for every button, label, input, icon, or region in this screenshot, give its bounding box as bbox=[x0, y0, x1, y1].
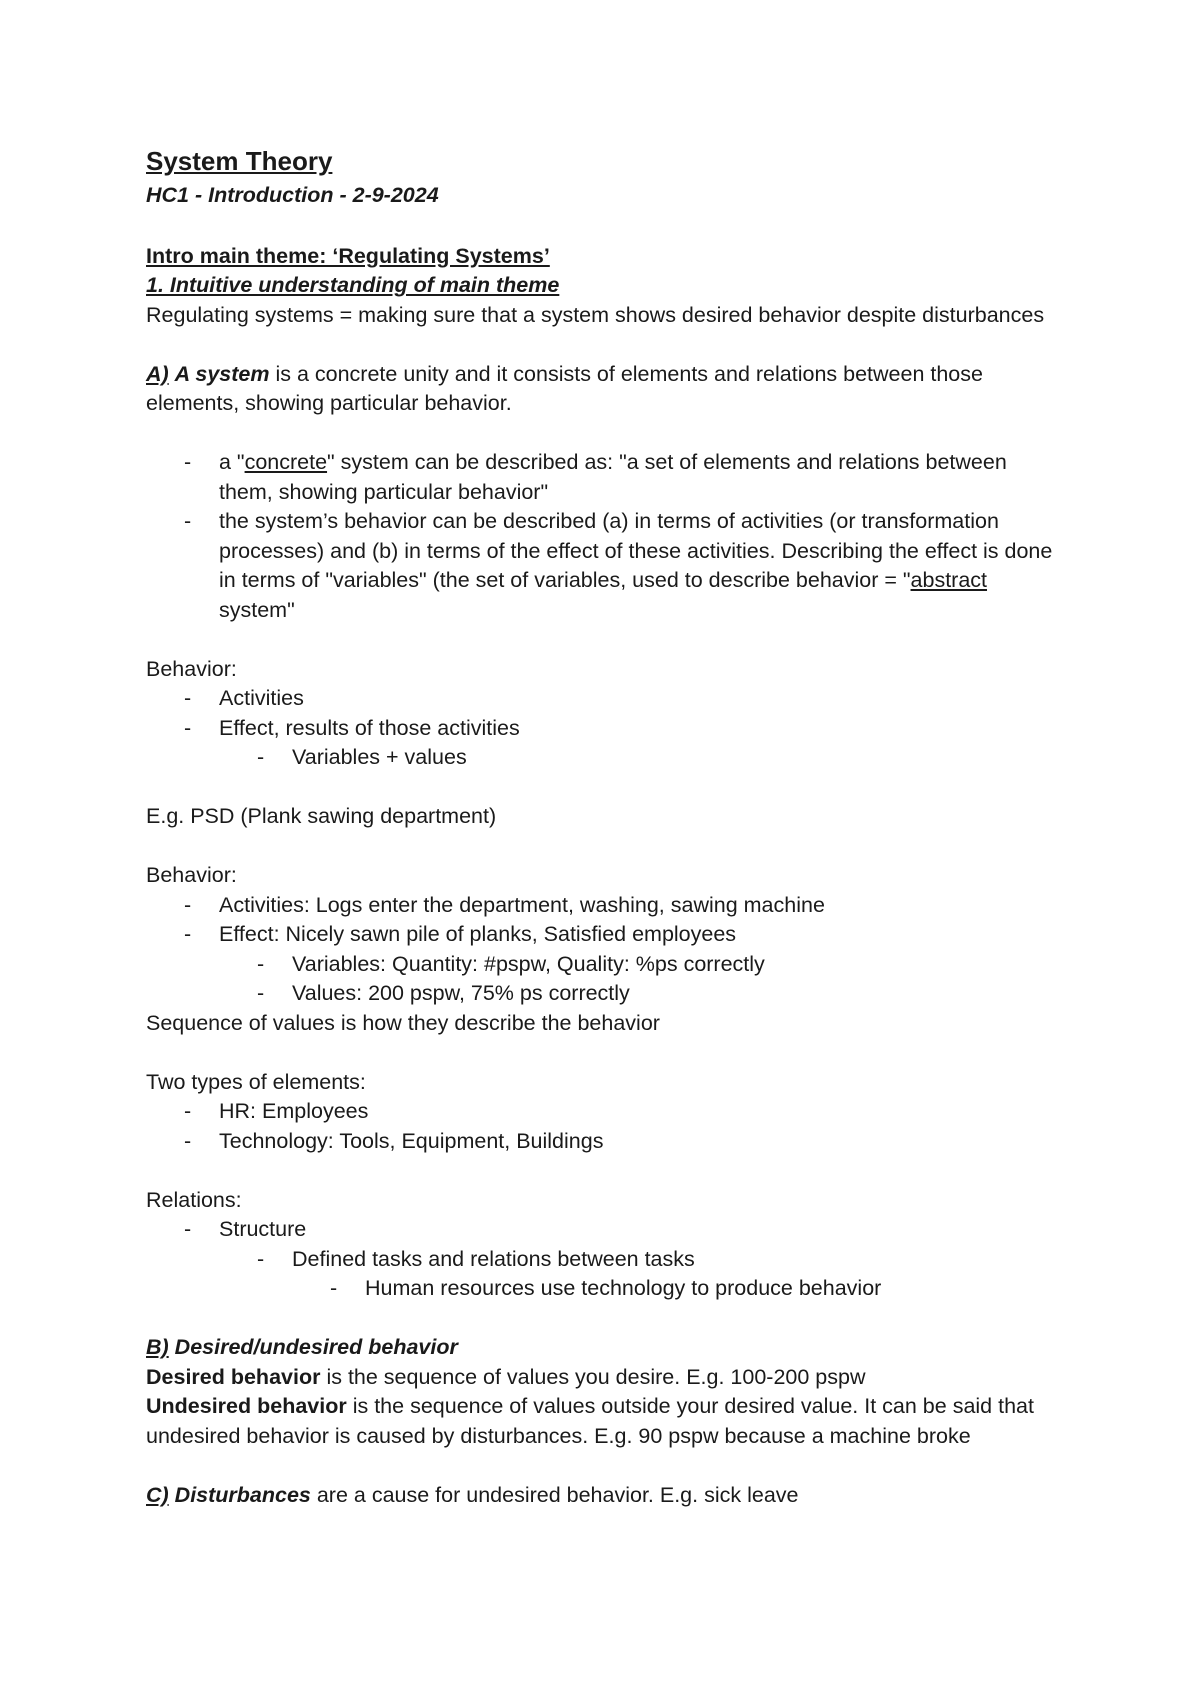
list-item: - Variables + values bbox=[146, 743, 1066, 773]
bullet-text: system" bbox=[219, 597, 295, 622]
spacer bbox=[146, 1156, 1066, 1186]
list-item bbox=[146, 448, 1066, 507]
spacer bbox=[146, 1451, 1066, 1481]
example-psd: E.g. PSD (Plank sawing department) bbox=[146, 804, 497, 828]
section-b-title: Desired/undesired behavior bbox=[168, 1335, 458, 1359]
list-item: - Activities: Logs enter the department, washing, sawing machine bbox=[146, 891, 1066, 921]
section1-heading: 1. Intuitive understanding of main theme bbox=[146, 273, 560, 297]
system-definition bbox=[146, 360, 1066, 419]
spacer bbox=[146, 419, 1066, 449]
bullet-text: a " bbox=[219, 450, 245, 474]
underlined-term-abstract: abstract bbox=[910, 568, 988, 592]
sequence-note: Sequence of values is how they describe the behavior bbox=[146, 1010, 660, 1035]
section1-text: Regulating systems = making sure that a system shows desired behavior despite disturbances bbox=[146, 302, 1045, 327]
page-title: System Theory bbox=[146, 146, 333, 176]
spacer bbox=[146, 625, 1066, 655]
list-item: - Defined tasks and relations between tasks bbox=[146, 1245, 1066, 1275]
document-page bbox=[146, 140, 1066, 1510]
lecture-subtitle: HC1 - Introduction - 2-9-2024 bbox=[146, 183, 439, 207]
list-item: - Human resources use technology to produce behavior bbox=[146, 1274, 1066, 1304]
desired-text: is the sequence of values you desire. E.g. 100-200 pspw bbox=[320, 1364, 866, 1389]
psd-behavior-list bbox=[146, 891, 1066, 1009]
spacer bbox=[146, 773, 1066, 803]
term-system: A system bbox=[174, 361, 270, 386]
list-item: - Activities bbox=[146, 684, 1066, 714]
spacer bbox=[146, 330, 1066, 360]
spacer bbox=[146, 1304, 1066, 1334]
list-item: - Variables: Quantity: #pspw, Quality: %ps correctly bbox=[146, 950, 1066, 980]
spacer bbox=[146, 832, 1066, 862]
list-item: - Technology: Tools, Equipment, Buildings bbox=[146, 1127, 1066, 1157]
disturbances bbox=[146, 1481, 1066, 1511]
list-item: - HR: Employees bbox=[146, 1097, 1066, 1127]
list-item: - Effect, results of those activities bbox=[146, 714, 1066, 744]
elements-list bbox=[146, 1097, 1066, 1156]
relations-list bbox=[146, 1215, 1066, 1304]
elements-label: Two types of elements: bbox=[146, 1069, 366, 1094]
label-a: A) bbox=[146, 361, 169, 386]
behavior-label: Behavior: bbox=[146, 656, 237, 681]
undesired-behavior bbox=[146, 1392, 1066, 1451]
list-item: - Structure bbox=[146, 1215, 1066, 1245]
list-item bbox=[146, 507, 1066, 625]
list-item: - Effect: Nicely sawn pile of planks, Satisfied employees bbox=[146, 920, 1066, 950]
term-undesired: Undesired behavior bbox=[146, 1394, 347, 1418]
system-definition-text: is a concrete unity and it consists of elements and relations between those elements, showing particular behavior. bbox=[146, 361, 983, 415]
section-b-heading bbox=[146, 1333, 1066, 1363]
label-b: B) bbox=[146, 1335, 169, 1359]
term-desired: Desired behavior bbox=[146, 1364, 321, 1389]
list-item: - Values: 200 pspw, 75% ps correctly bbox=[146, 979, 1066, 1009]
relations-label: Relations: bbox=[146, 1187, 242, 1212]
bullet-text: the system’s behavior can be described (a) in terms of activities (or transformation processes) and (b) in terms of the effect of these activities. Describing the effect is done in terms of "variables" (the set of variables, used to describe behavior = " bbox=[219, 509, 1053, 592]
label-c: C) bbox=[146, 1482, 169, 1507]
bullet-text: " system can be described as: "a set of elements and relations between them, showing particular behavior" bbox=[219, 450, 1007, 504]
disturbances-text: are a cause for undesired behavior. E.g. sick leave bbox=[310, 1482, 799, 1507]
main-theme-heading: Intro main theme: ‘Regulating Systems’ bbox=[146, 243, 550, 268]
system-bullet-list bbox=[146, 448, 1066, 625]
undesired-text: is the sequence of values outside your desired value. It can be said that undesired behavior is caused by disturbances. E.g. 90 pspw because a machine broke bbox=[146, 1394, 1034, 1448]
underlined-term-concrete: concrete bbox=[244, 450, 328, 474]
behavior-label: Behavior: bbox=[146, 863, 237, 887]
desired-behavior bbox=[146, 1363, 1066, 1393]
behavior-list bbox=[146, 684, 1066, 773]
term-disturbances: Disturbances bbox=[168, 1482, 311, 1507]
spacer bbox=[146, 1038, 1066, 1068]
spacer bbox=[146, 212, 1066, 242]
